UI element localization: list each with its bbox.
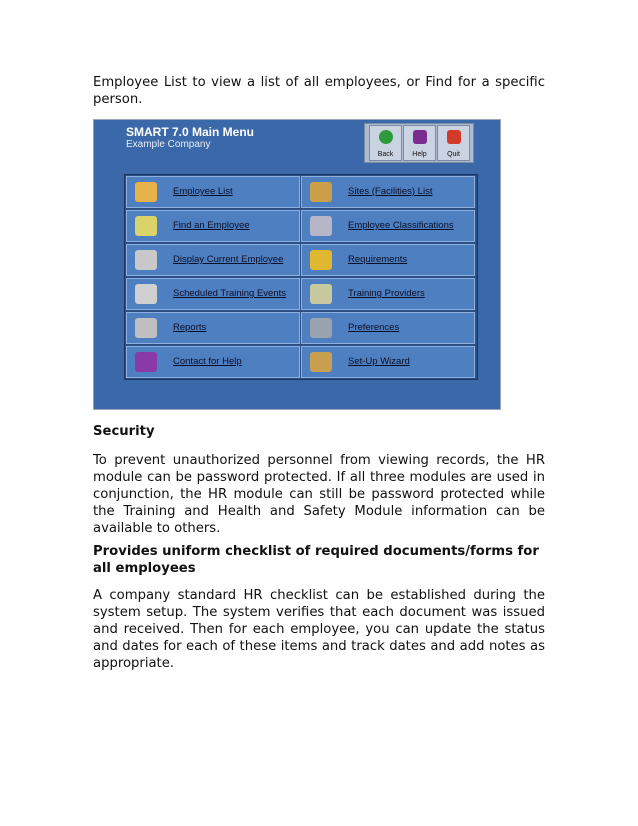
quit-icon [447,130,461,144]
menu-label: Find an Employee [173,220,250,231]
help-label: Help [412,151,427,158]
buildings-icon [310,182,332,202]
menu-training-providers[interactable] [301,278,475,310]
menu-sites-list[interactable] [301,176,475,208]
employees-icon [135,182,157,202]
menu-label: Display Current Employee [173,254,284,265]
security-heading: Security [93,424,155,439]
menu-display-current-employee[interactable] [126,244,300,276]
intro-paragraph: Employee List to view a list of all employees, or Find for a specific person. [93,75,545,107]
classification-icon [310,216,332,236]
find-icon [135,216,157,236]
quit-button[interactable] [437,125,470,161]
menu-label: Scheduled Training Events [173,288,287,299]
main-menu-grid [124,174,478,380]
help-book-icon [135,352,157,372]
menu-requirements[interactable] [301,244,475,276]
calendar-icon [135,284,157,304]
requirements-icon [310,250,332,270]
screenshot-title: SMART 7.0 Main Menu [126,125,255,139]
menu-label: Sites (Facilities) List [348,186,433,197]
menu-find-employee[interactable] [126,210,300,242]
smart-main-menu-screenshot [93,119,501,410]
display-icon [135,250,157,270]
back-label: Back [377,151,394,158]
menu-scheduled-training[interactable] [126,278,300,310]
menu-label: Training Providers [348,288,425,299]
checklist-heading: Provides uniform checklist of required documents/forms for all employees [93,544,539,576]
menu-employee-classifications[interactable] [301,210,475,242]
menu-label: Employee List [173,186,233,197]
menu-label: Requirements [348,254,408,265]
security-paragraph: To prevent unauthorized personnel from viewing records, the HR module can be password protected. If all three modules are used in conjunction, the HR module can still be password protected while the Training and Health and Safety Module information can be available to others. [93,453,545,536]
menu-label: Employee Classifications [348,220,454,231]
menu-label: Contact for Help [173,356,242,367]
menu-employee-list[interactable] [126,176,300,208]
signpost-icon [310,284,332,304]
wizard-icon [310,352,332,372]
menu-preferences[interactable] [301,312,475,344]
menu-setup-wizard[interactable] [301,346,475,378]
checklist-paragraph: A company standard HR checklist can be established during the system setup. The system verifies that each document was issued and received. Then for each employee, you can update the status and dates for each of these items and track dates and add notes as appropriate. [93,588,545,671]
menu-label: Reports [173,322,207,333]
back-button[interactable] [369,125,402,161]
screenshot-subtitle: Example Company [126,139,211,150]
toolbar [364,123,474,163]
menu-reports[interactable] [126,312,300,344]
printer-icon [135,318,157,338]
back-icon [379,130,393,144]
help-button[interactable] [403,125,436,161]
tools-icon [310,318,332,338]
quit-label: Quit [447,151,460,158]
menu-label: Set-Up Wizard [348,356,410,367]
help-icon [413,130,427,144]
menu-label: Preferences [348,322,400,333]
menu-contact-help[interactable] [126,346,300,378]
